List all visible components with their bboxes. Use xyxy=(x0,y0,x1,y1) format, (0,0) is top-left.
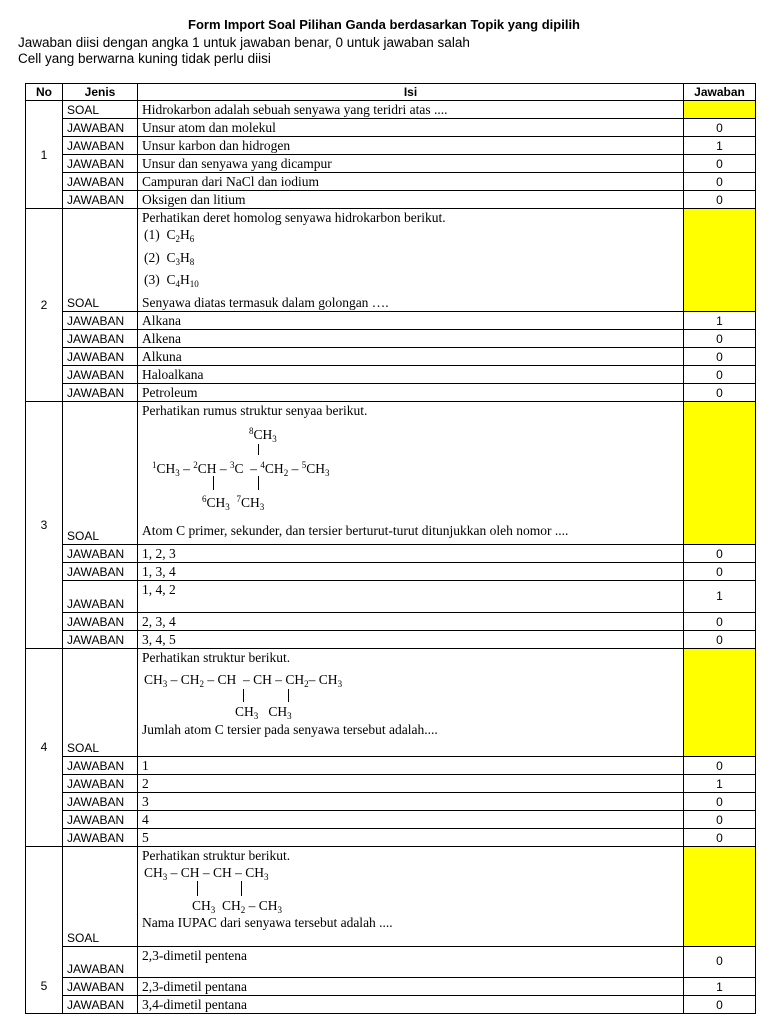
answer-value[interactable]: 0 xyxy=(684,630,756,648)
question-number: 5 xyxy=(26,846,63,1013)
question-intro: Perhatikan rumus struktur senyaa berikut. xyxy=(142,402,368,418)
main-chain: $CH_3 - CH_2$ – CH – CH – $CH_2-$ $CH_3$ xyxy=(144,671,343,689)
instruction-note-answers: Jawaban diisi dengan angka 1 untuk jawaban benar, 0 untuk jawaban salah xyxy=(18,35,470,50)
answer-cell-disabled xyxy=(684,209,756,312)
question-prompt: Jumlah atom C tersier pada senyawa tersebut adalah.... xyxy=(142,721,438,737)
branch-bottom-groups: $CH_3$ $CH_3$ xyxy=(235,703,292,721)
column-header-no: No xyxy=(26,84,63,101)
jenis-cell[interactable]: JAWABAN xyxy=(63,580,138,612)
answer-row xyxy=(26,995,756,1013)
question-row xyxy=(26,101,756,119)
answer-value[interactable]: 0 xyxy=(684,946,756,977)
jenis-cell[interactable]: JAWABAN xyxy=(63,792,138,810)
answer-row xyxy=(26,544,756,562)
question-row xyxy=(26,648,756,756)
question-intro: Perhatikan struktur berikut. xyxy=(142,649,291,665)
jenis-cell[interactable]: JAWABAN xyxy=(63,311,138,329)
answer-text[interactable]: Haloalkana xyxy=(138,365,684,383)
bond-line xyxy=(288,689,289,702)
answer-text[interactable]: 2, 3, 4 xyxy=(138,612,684,630)
answer-value[interactable]: 0 xyxy=(684,119,756,137)
answer-text[interactable]: Unsur karbon dan hidrogen xyxy=(138,137,684,155)
answer-text[interactable]: 3 xyxy=(138,792,684,810)
answer-row xyxy=(26,383,756,401)
answer-row xyxy=(26,155,756,173)
answer-value[interactable]: 0 xyxy=(684,383,756,401)
answer-text[interactable]: 2 xyxy=(138,774,684,792)
answer-value[interactable]: 0 xyxy=(684,756,756,774)
question-number: 1 xyxy=(26,101,63,209)
answer-value[interactable]: 0 xyxy=(684,792,756,810)
question-number: 2 xyxy=(26,209,63,402)
answer-row xyxy=(26,137,756,155)
bond-line xyxy=(197,881,198,896)
jenis-cell[interactable]: JAWABAN xyxy=(63,191,138,209)
question-text[interactable] xyxy=(138,209,684,312)
answer-row xyxy=(26,977,756,995)
answer-text[interactable]: Alkuna xyxy=(138,347,684,365)
structural-formula xyxy=(142,666,683,721)
question-prompt: Senyawa diatas termasuk dalam golongan …. xyxy=(142,294,389,310)
answer-value[interactable]: 0 xyxy=(684,173,756,191)
answer-text[interactable]: 1, 3, 4 xyxy=(138,562,684,580)
header-row xyxy=(26,84,756,101)
answer-value[interactable]: 0 xyxy=(684,562,756,580)
jenis-cell[interactable]: JAWABAN xyxy=(63,630,138,648)
branch-bottom-groups: $^6CH_3$ $^7CH_3$ xyxy=(202,493,265,512)
homolog-item: (3) $C_4H_{10}$ xyxy=(144,272,199,289)
answer-value[interactable]: 1 xyxy=(684,311,756,329)
jenis-cell[interactable]: JAWABAN xyxy=(63,329,138,347)
answer-text[interactable]: 3,4-dimetil pentana xyxy=(138,995,684,1013)
column-header-jawaban: Jawaban xyxy=(684,84,756,101)
question-text[interactable] xyxy=(138,648,684,756)
column-header-isi: Isi xyxy=(138,84,684,101)
jenis-cell[interactable]: JAWABAN xyxy=(63,544,138,562)
answer-cell-disabled xyxy=(684,401,756,544)
jenis-cell[interactable]: JAWABAN xyxy=(63,365,138,383)
answer-text[interactable]: 2,3-dimetil pentena xyxy=(138,946,684,977)
branch-top-group: $^8CH_3$ xyxy=(249,425,277,444)
answer-cell-disabled xyxy=(684,846,756,946)
question-text[interactable] xyxy=(138,401,684,544)
answer-row xyxy=(26,756,756,774)
answer-value[interactable]: 0 xyxy=(684,544,756,562)
answer-value[interactable]: 0 xyxy=(684,329,756,347)
answer-value[interactable]: 1 xyxy=(684,137,756,155)
jenis-cell[interactable]: SOAL xyxy=(63,209,138,312)
question-prompt: Atom C primer, sekunder, dan tersier berturut-turut ditunjukkan oleh nomor .... xyxy=(142,522,569,538)
answer-row xyxy=(26,119,756,137)
answer-row xyxy=(26,612,756,630)
answer-row xyxy=(26,810,756,828)
branch-bottom-groups: $CH_3$ $CH_2 - CH_3$ xyxy=(192,897,283,915)
answer-text[interactable]: 3, 4, 5 xyxy=(138,630,684,648)
answer-text[interactable]: Campuran dari NaCl dan iodium xyxy=(138,173,684,191)
answer-row xyxy=(26,347,756,365)
question-text[interactable] xyxy=(138,846,684,946)
jenis-cell[interactable]: JAWABAN xyxy=(63,946,138,977)
instruction-note-yellow-cells: Cell yang berwarna kuning tidak perlu diisi xyxy=(18,51,271,66)
answer-row xyxy=(26,191,756,209)
question-row xyxy=(26,401,756,544)
jenis-cell[interactable]: JAWABAN xyxy=(63,774,138,792)
answer-row xyxy=(26,562,756,580)
main-chain: $CH_3$ – CH – CH – $CH_3$ xyxy=(144,864,269,882)
bond-line xyxy=(258,444,259,455)
answer-text[interactable]: 1, 2, 3 xyxy=(138,544,684,562)
question-table xyxy=(25,83,756,1014)
jenis-cell[interactable]: SOAL xyxy=(63,101,138,119)
bond-line xyxy=(213,476,214,490)
answer-text[interactable]: Petroleum xyxy=(138,383,684,401)
answer-row xyxy=(26,792,756,810)
question-prompt: Nama IUPAC dari senyawa tersebut adalah .... xyxy=(142,914,393,930)
jenis-cell[interactable]: SOAL xyxy=(63,401,138,544)
main-chain: $^1CH_3 - ^2CH - ^3C - ^4CH_2 - ^5CH_3$ xyxy=(152,459,330,478)
answer-value[interactable]: 0 xyxy=(684,995,756,1013)
answer-row xyxy=(26,946,756,977)
homolog-item: (1) $C_2H_6$ xyxy=(144,227,195,244)
jenis-cell[interactable]: JAWABAN xyxy=(63,119,138,137)
jenis-cell[interactable]: JAWABAN xyxy=(63,562,138,580)
answer-text[interactable]: Alkana xyxy=(138,311,684,329)
bond-line xyxy=(241,881,242,896)
answer-text[interactable]: 1, 4, 2 xyxy=(138,580,684,612)
jenis-cell[interactable]: JAWABAN xyxy=(63,995,138,1013)
answer-value[interactable]: 1 xyxy=(684,774,756,792)
answer-text[interactable]: 2,3-dimetil pentana xyxy=(138,977,684,995)
answer-text[interactable]: Unsur dan senyawa yang dicampur xyxy=(138,155,684,173)
answer-text[interactable]: Unsur atom dan molekul xyxy=(138,119,684,137)
answer-value[interactable]: 0 xyxy=(684,347,756,365)
question-intro: Perhatikan struktur berikut. xyxy=(142,847,291,863)
answer-text[interactable]: 5 xyxy=(138,828,684,846)
answer-row xyxy=(26,173,756,191)
answer-value[interactable]: 1 xyxy=(684,977,756,995)
answer-value[interactable]: 0 xyxy=(684,191,756,209)
answer-value[interactable]: 0 xyxy=(684,810,756,828)
answer-row xyxy=(26,774,756,792)
answer-row xyxy=(26,329,756,347)
answer-value[interactable]: 0 xyxy=(684,612,756,630)
answer-value[interactable]: 1 xyxy=(684,580,756,612)
answer-value[interactable]: 0 xyxy=(684,365,756,383)
question-row xyxy=(26,846,756,946)
column-header-jenis: Jenis xyxy=(63,84,138,101)
answer-text[interactable]: 4 xyxy=(138,810,684,828)
jenis-cell[interactable]: JAWABAN xyxy=(63,828,138,846)
bond-line xyxy=(243,689,244,702)
answer-cell-disabled xyxy=(684,648,756,756)
jenis-cell[interactable]: JAWABAN xyxy=(63,810,138,828)
form-title: Form Import Soal Pilihan Ganda berdasarkan Topik yang dipilih xyxy=(188,17,580,32)
answer-row xyxy=(26,365,756,383)
answer-text[interactable]: Oksigen dan litium xyxy=(138,191,684,209)
answer-row xyxy=(26,828,756,846)
jenis-cell[interactable]: JAWABAN xyxy=(63,137,138,155)
jenis-cell[interactable]: JAWABAN xyxy=(63,977,138,995)
jenis-cell[interactable]: JAWABAN xyxy=(63,155,138,173)
jenis-cell[interactable]: JAWABAN xyxy=(63,173,138,191)
question-number: 3 xyxy=(26,401,63,648)
jenis-cell[interactable]: SOAL xyxy=(63,846,138,946)
jenis-cell[interactable]: JAWABAN xyxy=(63,756,138,774)
jenis-cell[interactable]: JAWABAN xyxy=(63,612,138,630)
structural-formula xyxy=(142,419,683,511)
answer-value[interactable]: 0 xyxy=(684,828,756,846)
question-text[interactable]: Hidrokarbon adalah sebuah senyawa yang teridri atas .... xyxy=(138,101,684,119)
answer-text[interactable]: 1 xyxy=(138,756,684,774)
answer-row xyxy=(26,580,756,612)
answer-row xyxy=(26,311,756,329)
structural-formula xyxy=(142,864,683,914)
answer-cell-disabled xyxy=(684,101,756,119)
jenis-cell[interactable]: SOAL xyxy=(63,648,138,756)
bond-line xyxy=(258,476,259,490)
homolog-item: (2) $C_3H_8$ xyxy=(144,249,195,267)
answer-value[interactable]: 0 xyxy=(684,155,756,173)
answer-text[interactable]: Alkena xyxy=(138,329,684,347)
question-row xyxy=(26,209,756,312)
question-number: 4 xyxy=(26,648,63,846)
jenis-cell[interactable]: JAWABAN xyxy=(63,347,138,365)
question-intro: Perhatikan deret homolog senyawa hidrokarbon berikut. xyxy=(142,210,446,225)
jenis-cell[interactable]: JAWABAN xyxy=(63,383,138,401)
answer-row xyxy=(26,630,756,648)
